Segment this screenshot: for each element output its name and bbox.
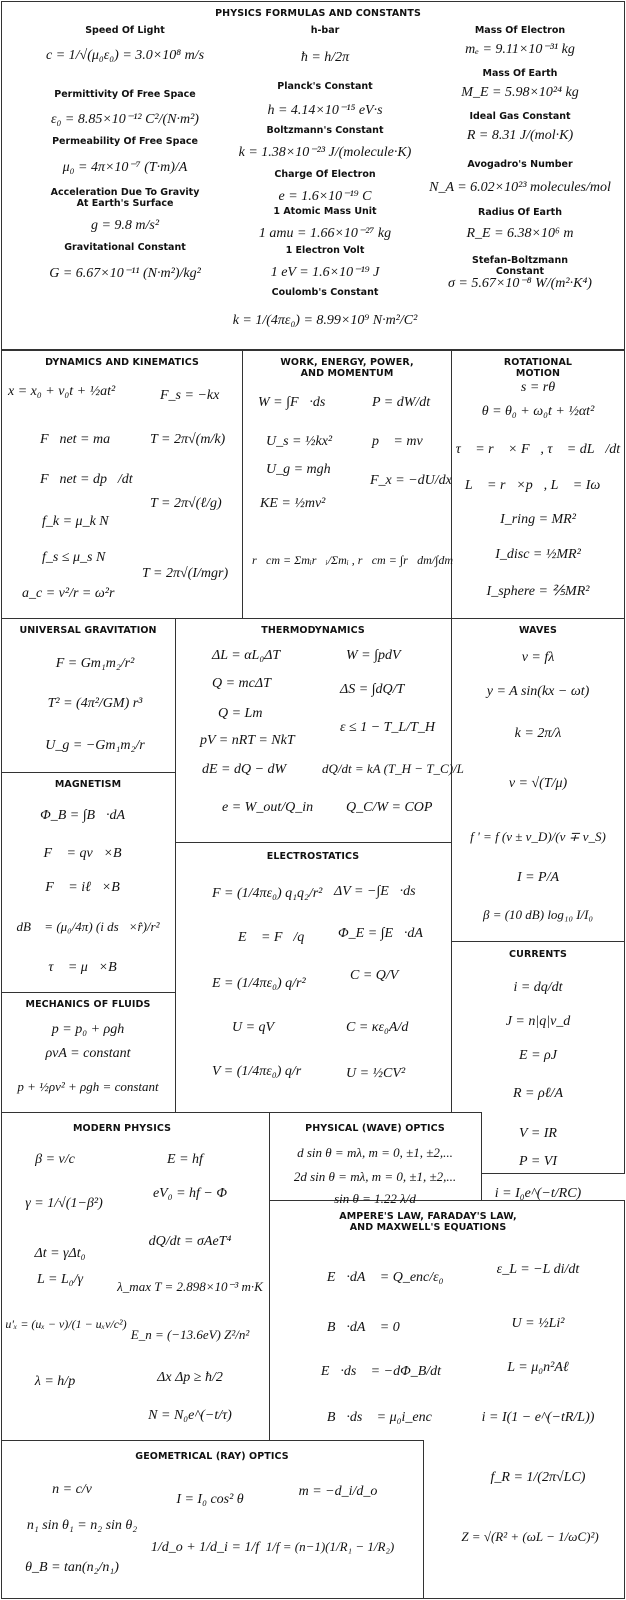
formula: x = x₀ + v₀t + ½at² [8,384,116,399]
formula: L⃗ = r⃗×p⃗, L⃗ = Iω⃗ [464,478,612,493]
formula: V = (1/4πε₀) q/r [212,1064,302,1079]
formula: ε ≤ 1 − T_L/T_H [340,720,436,735]
formula: Q_C/W = COP [346,800,433,815]
formula: ∮B⃗·ds⃗ = μ₀i_enc [316,1410,432,1425]
formula: Q = Lm [218,706,263,721]
formula: ΔS = ∫dQ/T [340,682,405,697]
formula: f_s ≤ μ_s N [42,550,106,565]
formula: U = ½Li² [511,1316,565,1331]
formula: I_sphere = ⅖MR² [486,584,590,599]
formula: E = hf [167,1152,203,1167]
formula: c = 1/√(μ₀ε₀) = 3.0×10⁸ m/s [45,48,205,63]
formula: F_s = −kx [160,388,220,403]
formula: Q = mcΔT [212,676,271,691]
formula: ρvA = constant [45,1046,131,1061]
formula: ε_L = −L di/dt [496,1262,580,1277]
formula: ħ = h/2π [300,50,350,65]
formula: f ' = f (v ± v_D)/(v ∓ v_S) [470,829,606,844]
formula: θ_B = tan(n₂/n₁) [25,1560,119,1575]
formula: C = κε₀A/d [346,1020,409,1035]
formula: I_ring = MR² [500,512,576,527]
constant-label: Mass Of Earth [482,68,558,79]
constant-label: Radius Of Earth [478,207,562,218]
formula: β = v/c [35,1152,75,1167]
formula: F⃗ = qv⃗×B⃗ [43,846,133,861]
formula: F⃗net = ma⃗ [40,432,121,447]
section-title: MECHANICS OF FLUIDS [25,999,151,1010]
constant-label: Boltzmann's Constant [266,125,384,136]
formula: p⃗ = mv⃗ [372,434,434,449]
formula: k = 2π/λ [514,726,562,741]
constant-label: Permeability Of Free Space [52,136,198,147]
formula: J = n|q|v_d [505,1014,571,1029]
formula: ΔV = −∫E⃗·ds⃗ [334,884,427,899]
formula: 2d sin θ = mλ, m = 0, ±1, ±2,... [293,1169,457,1184]
formula: F⃗net = dp⃗/dt [40,472,133,487]
section-title: ELECTROSTATICS [266,851,360,862]
formula: U = qV [232,1020,275,1035]
constant-label: Acceleration Due To Gravity At Earth's Surface [50,187,200,209]
section-title: MODERN PHYSICS [72,1123,172,1134]
formula: F_x = −dU/dx [370,473,452,488]
section-title: GEOMETRICAL (RAY) OPTICS [135,1451,289,1462]
constant-label: 1 Atomic Mass Unit [273,206,377,217]
constant-label: Avogadro's Number [467,159,573,170]
constant-label: Charge Of Electron [274,169,376,180]
formula: i = dq/dt [513,980,563,995]
formula: Φ_E = ∫E⃗·dA⃗ [338,926,434,941]
formula: Φ_B = ∫B⃗·dA⃗ [40,808,136,823]
formula: I_disc = ½MR² [495,547,581,562]
section-title: CURRENTS [509,949,567,960]
formula: dQ/dt = kA (T_H − T_C)/L [322,761,464,776]
formula: R = 8.31 J/(mol·K) [466,128,574,143]
constant-label: Gravitational Constant [64,242,186,253]
constant-label: Permittivity Of Free Space [54,89,196,100]
formula: I = I₀ cos² θ [176,1492,244,1507]
formula: T = 2π√(ℓ/g) [150,496,222,511]
formula: T = 2π√(m/k) [150,432,226,447]
formula: σ = 5.67×10⁻⁸ W/(m²·K⁴) [448,276,592,291]
formula: eV₀ = hf − Φ [152,1186,228,1201]
section-title: WAVES [519,625,557,636]
formula: τ⃗ = μ⃗×B⃗ [48,960,128,975]
formula: F⃗ = iℓ⃗×B⃗ [45,880,131,895]
formula: P = dW/dt [372,395,431,410]
formula: ∮B⃗·dA⃗ = 0 [316,1320,400,1335]
formula: L = μ₀n²Aℓ [507,1360,569,1375]
constant-label: Stefan-Boltzmann Constant [471,255,568,277]
formula: u'ₓ = (uₓ − v)/(1 − uₓv/c²) [5,1317,127,1331]
section-title: PHYSICS FORMULAS AND CONSTANTS [215,8,421,19]
formula: p + ½ρv² + ρgh = constant [17,1079,159,1094]
formula: m = −d_i/d_o [298,1484,378,1499]
section-title: AMPERE'S LAW, FARADAY'S LAW, AND MAXWELL'S EQUATIONS [339,1211,517,1233]
constant-label: Mass Of Electron [474,25,566,36]
formula: β = (10 dB) log₁₀ I/I₀ [482,907,594,922]
formula: ΔL = αL₀ΔT [212,648,281,663]
formula: λ_max T = 2.898×10⁻³ m·K [117,1279,263,1294]
section-title: WORK, ENERGY, POWER, AND MOMENTUM [280,357,414,379]
formula: g = 9.8 m/s² [90,218,160,233]
formula: T² = (4π²/GM) r³ [47,696,143,711]
formula: Z = √(R² + (ωL − 1/ωC)²) [461,1529,599,1544]
formula: T = 2π√(I/mgr) [142,566,229,581]
formula: ε₀ = 8.85×10⁻¹² C²/(N·m²) [51,112,199,127]
formula: W = ∫pdV [346,648,401,663]
constant-label: Ideal Gas Constant [469,111,571,122]
formula: dE = dQ − dW [202,762,287,777]
formula: d sin θ = mλ, m = 0, ±1, ±2,... [297,1145,453,1160]
formula: P = VI [519,1154,557,1169]
formula: ∮E⃗·ds⃗ = −dΦ_B/dt [310,1364,442,1379]
formula: mₑ = 9.11×10⁻³¹ kg [465,42,575,57]
formula: R_E = 6.38×10⁶ m [466,226,574,241]
formula: F = Gm₁m₂/r² [55,656,135,671]
formula: L = L₀/γ [36,1272,84,1287]
formula: 1 eV = 1.6×10⁻¹⁹ J [270,265,380,280]
formula: C = Q/V [350,968,399,983]
formula: dQ/dt = σAeT⁴ [148,1234,232,1249]
formula: 1/f = (n−1)(1/R₁ − 1/R₂) [265,1539,395,1554]
constant-label: 1 Electron Volt [285,245,365,256]
formula: y = A sin(kx − ωt) [486,684,590,699]
formula: 1/d_o + 1/d_i = 1/f [150,1540,260,1555]
formula: G = 6.67×10⁻¹¹ (N·m²)/kg² [49,266,201,281]
formula: U = ½CV² [346,1066,406,1081]
formula: a_c = v²/r = ω²r [22,586,115,601]
formula: λ = h/p [34,1374,76,1389]
formula: N = N₀e^(−t/τ) [148,1408,232,1423]
formula: M_E = 5.98×10²⁴ kg [461,85,579,100]
formula: W = ∫F⃗·ds⃗ [258,395,337,410]
formula: I = P/A [516,870,560,885]
formula: 1 amu = 1.66×10⁻²⁷ kg [258,226,392,241]
formula: F = (1/4πε₀) q₁q₂/r² [212,886,323,901]
constant-label: Planck's Constant [277,81,373,92]
formula: N_A = 6.02×10²³ molecules/mol [429,180,611,195]
formula: k = 1/(4πε₀) = 8.99×10⁹ N·m²/C² [232,313,418,328]
formula: n = c/v [52,1482,92,1497]
formula: k = 1.38×10⁻²³ J/(molecule·K) [238,145,412,160]
formula: τ⃗ = r⃗ × F⃗, τ⃗ = dL⃗/dt [455,442,621,457]
constant-label: h-bar [310,25,340,36]
formula: e = 1.6×10⁻¹⁹ C [278,189,372,204]
section-title: UNIVERSAL GRAVITATION [19,625,157,636]
formula: R = ρℓ/A [513,1086,563,1101]
section-title: MAGNETISM [54,779,122,790]
constant-label: Speed Of Light [85,25,165,36]
formula: p = p₀ + ρgh [51,1022,125,1037]
formula: n₁ sin θ₁ = n₂ sin θ₂ [26,1518,138,1533]
formula: U_g = mgh [266,462,331,477]
formula: Δt = γΔt₀ [34,1246,86,1261]
formula: r⃗cm = Σmᵢr⃗ᵢ/Σmᵢ , r⃗cm = ∫r⃗dm/∫dm [252,553,454,567]
formula: h = 4.14×10⁻¹⁵ eV·s [267,103,383,118]
formula: dB⃗ = (μ₀/4π) (i ds⃗×r̂)/r² [16,919,160,934]
section-title: DYNAMICS AND KINEMATICS [45,357,199,368]
formula: sin θ = 1.22 λ/d [334,1191,416,1206]
constant-label: Coulomb's Constant [271,287,379,298]
formula: E = ρJ [519,1048,557,1063]
formula: E_n = (−13.6eV) Z²/n² [130,1327,250,1342]
formula: Δx Δp ≥ ħ/2 [157,1370,223,1385]
section-title: PHYSICAL (WAVE) OPTICS [305,1123,445,1134]
formula: U_s = ½kx² [266,434,333,449]
formula: V = IR [519,1126,557,1141]
formula: μ₀ = 4π×10⁻⁷ (T·m)/A [62,160,188,175]
formula: E⃗ = F⃗/q [238,930,305,945]
formula: v = fλ [521,650,555,665]
formula: i = I₀e^(−t/RC) [494,1186,582,1201]
formula: f_k = μ_k N [42,514,109,529]
formula: v = √(T/μ) [508,776,568,791]
formula: i = I(1 − e^(−tR/L)) [481,1410,595,1425]
formula: pV = nRT = NkT [200,733,295,748]
section-title: ROTATIONAL MOTION [503,357,573,379]
section-title: THERMODYNAMICS [261,625,365,636]
formula: KE = ½mv² [260,496,326,511]
formula: U_g = −Gm₁m₂/r [45,738,145,753]
formula: ∮E⃗·dA⃗ = Q_enc/ε₀ [316,1270,444,1285]
formula: f_R = 1/(2π√LC) [490,1470,586,1485]
formula: θ = θ₀ + ω₀t + ½αt² [481,404,595,419]
formula: e = W_out/Q_in [222,800,314,815]
formula: s = rθ [520,380,556,395]
formula: E = (1/4πε₀) q/r² [212,976,306,991]
formula: γ = 1/√(1−β²) [25,1196,103,1211]
